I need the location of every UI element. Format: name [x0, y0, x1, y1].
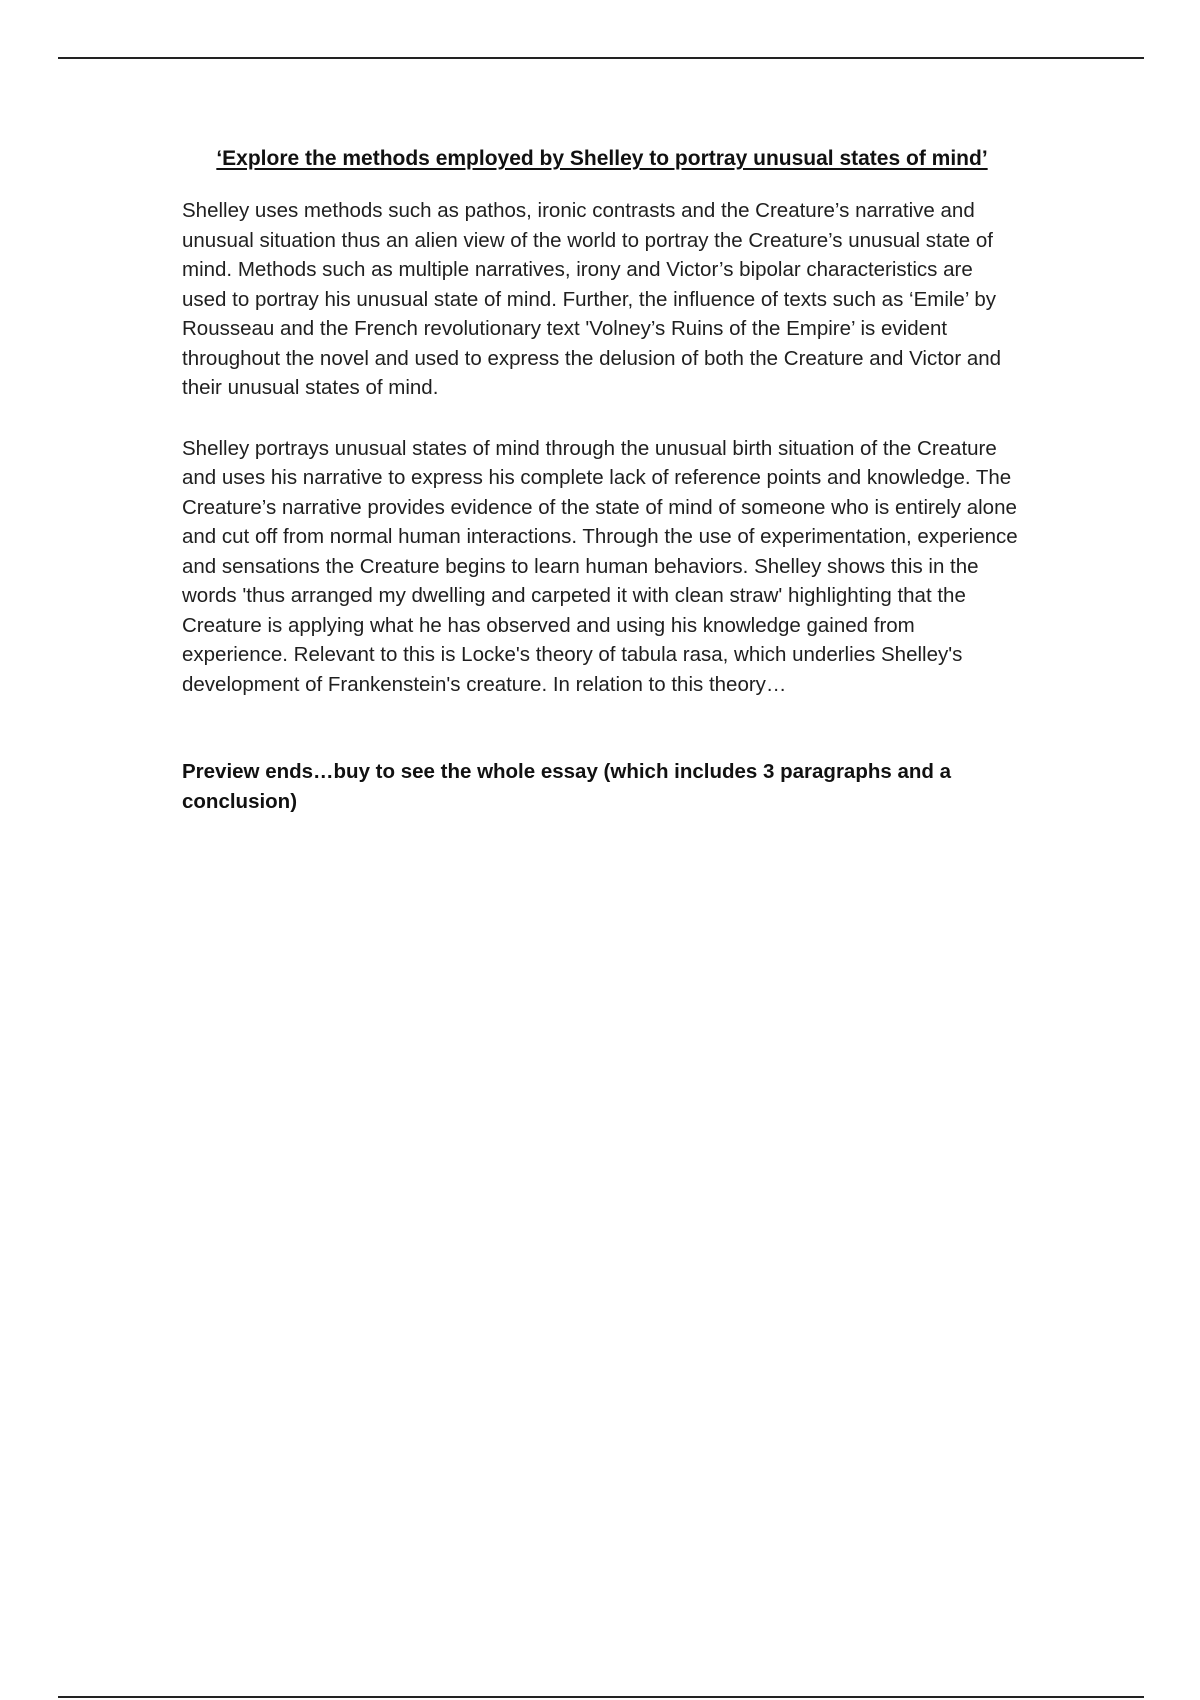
footer-rule — [58, 1696, 1144, 1698]
header-rule — [58, 57, 1144, 59]
essay-paragraph-body: Shelley portrays unusual states of mind through the unusual birth situation of the Creature and uses his narrative to express his complete lack of reference points and knowledge. The Creature’s narrative provides evidence of the state of mind of someone who is entirely alone and cut off from normal human interactions. Through the use of experimentation, experience and sensations the Creature begins to learn human behaviors. Shelley shows this in the words 'thus arranged my dwelling and carpeted it with clean straw' highlighting that the Creature is applying what he has observed and using his knowledge gained from experience. Relevant to this is Locke's theory of tabula rasa, which underlies Shelley's development of Frankenstein's creature. In relation to this theory… — [182, 436, 1018, 696]
essay-paragraph-intro: Shelley uses methods such as pathos, ironic contrasts and the Creature’s narrative and unusual situation thus an alien view of the world to portray the Creature’s unusual state of mind. Methods such as multiple narratives, irony and Victor’s bipolar characteristics are used to portray his unusual state of mind. Further, the influence of texts such as ‘Emile’ by Rousseau and the French revolutionary text 'Volney’s Ruins of the Empire’ is evident throughout the novel and used to express the delusion of both the Creature and Victor and their unusual states of mind. — [182, 199, 1002, 399]
essay-title: ‘Explore the methods employed by Shelley to portray unusual states of mind’ — [216, 147, 988, 170]
document-body — [182, 144, 1022, 816]
preview-ends-notice: Preview ends…buy to see the whole essay (which includes 3 paragraphs and a conclusion) — [182, 760, 952, 813]
